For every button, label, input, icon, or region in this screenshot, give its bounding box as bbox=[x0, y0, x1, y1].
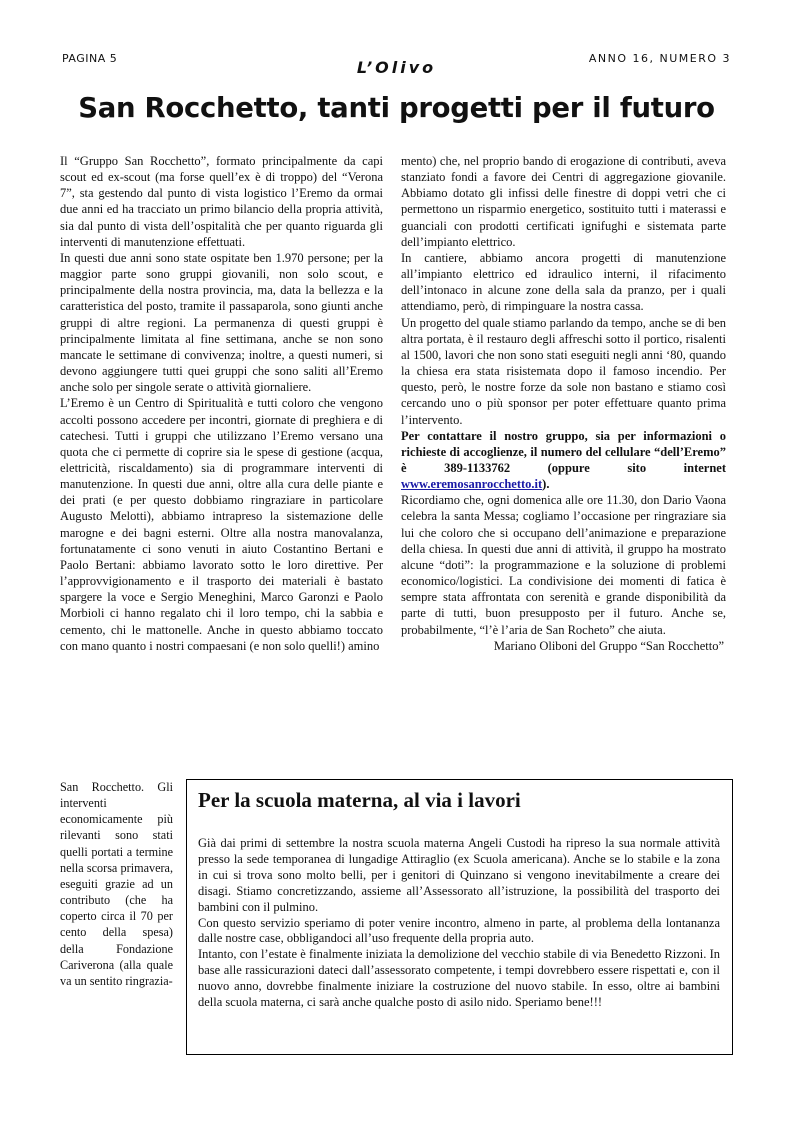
box-body bbox=[198, 836, 720, 1011]
contact-text: Per contattare il nostro gruppo, sia per informazioni o richieste di accoglienze, il numero del cellulare “dell’Eremo” è 389-1133762 (oppure sito internet bbox=[401, 428, 726, 475]
box-headline: Per la scuola materna, al via i lavori bbox=[198, 788, 521, 812]
article-column-left bbox=[60, 153, 383, 654]
article-paragraph: Il “Gruppo San Rocchetto”, formato principalmente da capi scout ed ex-scout (ma forse quell’ex è di troppo) del “Verona 7”, sta gestendo dal punto di vista logistico l’Eremo da ormai due anni ed ha tracciato un primo bilancio della propria attività, sia dal punto di vista dell’ospitalità che per quanto riguarda gli interventi di manutenzione effettuati. bbox=[60, 154, 383, 249]
contact-paragraph bbox=[401, 428, 726, 493]
box-paragraph: Con questo servizio speriamo di poter venire incontro, almeno in parte, al problema della lontananza dalle nostre case, obbligandoci all’uso frequente della propria auto. bbox=[198, 915, 720, 946]
article-column-narrow bbox=[60, 779, 173, 989]
contact-end: ). bbox=[542, 477, 550, 492]
issue-number: ANNO 16, NUMERO 3 bbox=[588, 52, 731, 65]
article-paragraph: San Rocchetto. Gli interventi economicamente più rilevanti sono stati quelli portati a termine nella scorsa primavera, eseguiti grazie ad un contributo (che ha coperto circa il 70 per cento della spesa) della Fondazione Cariverona (alla quale va un sentito ringrazia- bbox=[60, 780, 173, 988]
page-number: PAGINA 5 bbox=[62, 52, 118, 65]
article-signature: Mariano Oliboni del Gruppo “San Rocchetto” bbox=[493, 638, 724, 653]
masthead-title: L’Olivo bbox=[356, 58, 437, 77]
article-paragraph: In cantiere, abbiamo ancora progetti di manutenzione all’impianto elettrico ed idraulico interni, il rifacimento dell’intonaco in alcune zone della sala da pranzo, per i quali attendiamo, però, di rimpinguare la nostra cassa. bbox=[401, 250, 726, 314]
article-paragraph: L’Eremo è un Centro di Spiritualità e tutti coloro che vengono accolti possono accedere per incontri, giornate di preghiera e di catechesi. Tutti i gruppi che utilizzano l’Eremo versano una quota che ci permette di coprire sia le spese di gestione (acqua, elettricità, riscaldamento) sia di programmare interventi di manutenzione. In questi due anni, oltre alla cura delle piante e dei prati (e per questo dobbiamo ringraziare in particolare Augusto Melotti), abbiamo intrapreso la sistemazione delle marogne e dei bagni esterni. Oltre alla nostra manovalanza, fortunatamente ci sono venuti in aiuto Costantino Bertani e Paolo Bertani: abbiamo lavorato sotto le loro direttive. Per l’approvvigionamento e il trasporto dei materiali è bastato spargere la voce e Sergio Meneghini, Marco Garonzi e Paolo Morbioli ci hanno regalato chi il loro tempo, chi la sabbia e cemento, chi le mattonelle. Anche in questo abbiamo toccato con mano quanto i nostri compaesani (e non solo quelli!) amino bbox=[60, 396, 383, 653]
website-link[interactable]: www.eremosanrocchetto.it bbox=[401, 477, 543, 492]
sidebar-article-box bbox=[186, 779, 733, 1055]
article-column-right bbox=[401, 153, 726, 654]
box-paragraph: Intanto, con l’estate è finalmente iniziata la demolizione del vecchio stabile di via Benedetto Rizzoni. In base alle rassicurazioni dateci dall’assessorato competente, i tempi dovrebbero essere rispettati e, con il nuovo anno, dovrebbe finalmente iniziare la costruzione del nuovo stabile. In esso, oltre ai bambini della scuola materna, ci sarà anche qualche posto di asilo nido. Speriamo bene!!! bbox=[198, 947, 720, 1010]
article-paragraph: Un progetto del quale stiamo parlando da tempo, anche se di ben altra portata, è il restauro degli affreschi sotto il portico, risalenti al 1500, lavori che non sono stati eseguiti negli anni ‘80, quando la chiesa era stata risistemata dopo il famoso incendio. Per questo, però, le nostre forze da sole non bastano e stiamo così cercando uno o più sponsor per poter effettuare quanto prima l’intervento. bbox=[401, 315, 726, 427]
box-paragraph: Già dai primi di settembre la nostra scuola materna Angeli Custodi ha ripreso la sua normale attività presso la sede temporanea di lungadige Attiraglio (ex Scuola americana). Anche se lo stabile e la zona in cui si trova sono molto belli, per i genitori di Quinzano si vengono inevitabilmente a creare dei disagi. Stiamo concretizzando, assieme all’Assessorato all’istruzione, la possibilità del trasporto dei bambini con il pulmino. bbox=[198, 836, 720, 914]
article-paragraph: mento) che, nel proprio bando di erogazione di contributi, aveva stanziato fondi a favore dei Centri di aggregazione giovanile. Abbiamo dotato gli infissi delle finestre di doppi vetri che ci permettono un risparmio energetico, sostituito tutti i materassi e guanciali con prodotti certificati ignifughi e sistemata parte dell’impianto elettrico. bbox=[401, 154, 726, 249]
article-headline: San Rocchetto, tanti progetti per il futuro bbox=[78, 92, 715, 124]
article-paragraph: Ricordiamo che, ogni domenica alle ore 11.30, don Dario Vaona celebra la santa Messa; cogliamo l’occasione per ringraziare sia lui che coloro che si occupano dell’animazione e preparazione della chiesa. In questi due anni di attività, il gruppo ha mostrato alcune “doti”: la programmazione e la soluzione di problemi economico/logistici. La condivisione dei momenti di fatica è sempre stata affrontata con serenità e grande disponibilità da parte di tutti, buon presupposto per il futuro. Anche se, probabilmente, “l’è l’aria de San Rocheto” che aiuta. bbox=[401, 493, 726, 637]
article-paragraph: In questi due anni sono state ospitate ben 1.970 persone; per la maggior parte sono gruppi giovanili, non solo scout, e principalmente della nostra provincia, ma, data la bellezza e la caratteristica del posto, tramite il passaparola, sono giunti anche gruppi di altre regioni. La permanenza di questi gruppi è principalmente limitata al fine settimana, anche se non sono mancate le settimane di convivenza; inoltre, a questi numeri, si devono aggiungere tutti quei gruppi che sono saliti all’Eremo anche solo per singole serate o attività giornaliere. bbox=[60, 250, 383, 395]
